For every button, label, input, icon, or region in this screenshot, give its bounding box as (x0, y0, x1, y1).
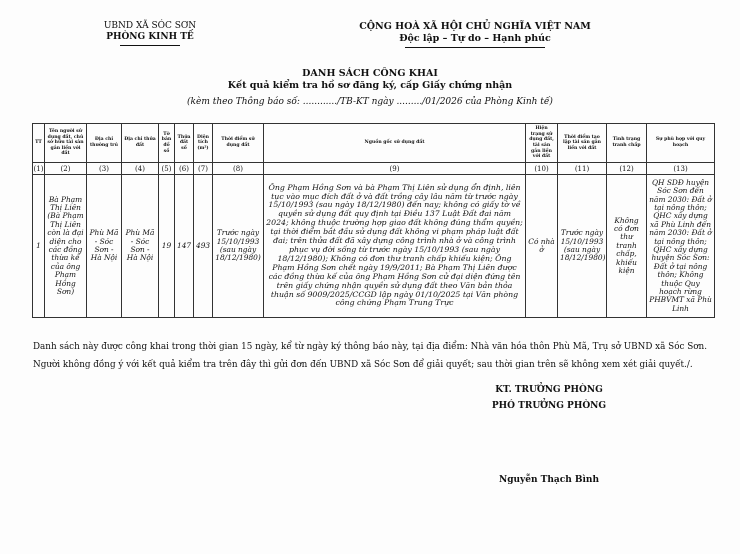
col-number: (13) (647, 163, 715, 175)
signature-title-2: PHÓ TRƯỞNG PHÒNG (491, 401, 607, 411)
table-header-row (33, 124, 715, 163)
col-number: (9) (264, 163, 526, 175)
col-number: (6) (175, 163, 194, 175)
col-number: (5) (159, 163, 175, 175)
document-subtitle: (kèm theo Thông báo số: ............/TB-KT ngày ........./01/2026 của Phòng Kinh tế) (187, 97, 553, 107)
document-title (170, 68, 570, 92)
col-number: (7) (194, 163, 213, 175)
col-number: (4) (122, 163, 159, 175)
col-number: (3) (87, 163, 122, 175)
cell-owner: Bà Phạm Thị Liên (Bà Phạm Thị Liên còn là đại diện cho các đồng thừa kế của ông Phạm Hồng Sơn) (45, 175, 87, 318)
cell-address: Phù Mã - Sóc Sơn - Hà Nội (87, 175, 122, 318)
note-line-1: Danh sách này được công khai trong thời gian 15 ngày, kể từ ngày ký thông báo này, tại địa điểm: Nhà văn hóa thôn Phù Mã, Trụ sở UBND xã Sóc Sơn. (33, 342, 708, 352)
cell-land-address: Phù Mã - Sóc Sơn - Hà Nội (122, 175, 159, 318)
cell-tt: 1 (33, 175, 45, 318)
agency-name: PHÒNG KINH TẾ (106, 32, 194, 42)
col-number: (1) (33, 164, 44, 173)
col-header: Diện tích (m²) (194, 124, 213, 163)
cell-planning: QH SDĐ huyện Sóc Sơn đến năm 2030: Đất ở tại nông thôn; QHC xây dựng xã Phù Linh đến năm 2030: Đất ở tại nông thôn; QHC xây dựng huyện Sóc Sơn: Đất ở tại nông thôn; Không thuộc Quy hoạch rừng PHBVMT xã Phù Linh (647, 175, 715, 318)
col-header: Tờ bản đồ số (159, 124, 175, 163)
results-table (32, 123, 715, 318)
table-row (33, 175, 715, 318)
cell-dispute: Không có đơn thư tranh chấp, khiếu kiện (607, 175, 647, 318)
col-header: Địa chỉ thường trú (87, 124, 122, 163)
agency-underline (120, 45, 180, 46)
col-header: Tình trạng tranh chấp (607, 124, 647, 163)
signature-title-1: KT. TRƯỞNG PHÒNG (495, 385, 603, 395)
col-number: (8) (213, 163, 264, 175)
col-header: Hiện trạng sử dụng đất, tài sản gắn liền với đất (526, 124, 558, 163)
national-header (330, 21, 620, 48)
col-header: TT (33, 124, 45, 163)
cell-use-time: Trước ngày 15/10/1993 (sau ngày 18/12/1980) (213, 175, 264, 318)
col-header: Sự phù hợp với quy hoạch (647, 124, 715, 163)
col-header: Thửa đất số (175, 124, 194, 163)
cell-status: Có nhà ở (526, 175, 558, 318)
col-header: Thời điểm tạo lập tài sản gắn liền với đất (558, 124, 607, 163)
cell-area: 493 (194, 175, 213, 318)
signer-name: Nguyễn Thạch Bình (498, 475, 600, 485)
col-header: Thời điểm sử dụng đất (213, 124, 264, 163)
parent-agency: UBND XÃ SÓC SƠN (103, 21, 197, 31)
cell-map-sheet: 19 (159, 175, 175, 318)
agency-header (85, 21, 215, 46)
col-header: Nguồn gốc sử dụng đất (264, 124, 526, 163)
col-number: (10) (526, 163, 558, 175)
title-line-1: DANH SÁCH CÔNG KHAI (302, 68, 438, 79)
national-motto: Độc lập – Tự do – Hạnh phúc (399, 33, 551, 44)
col-header: Địa chỉ thửa đất (122, 124, 159, 163)
note-line-2: Người không đồng ý với kết quả kiểm tra trên đây thì gửi đơn đến UBND xã Sóc Sơn để giải quyết; sau thời gian trên sẽ không xem xét giải quyết./. (33, 360, 693, 370)
column-number-row (33, 163, 715, 175)
col-number: (11) (558, 163, 607, 175)
col-number: (2) (45, 163, 87, 175)
col-header: Tên người sử dụng đất, chủ sở hữu tài sản gắn liền với đất (45, 124, 87, 163)
cell-parcel: 147 (175, 175, 194, 318)
motto-underline (405, 47, 545, 48)
col-number: (12) (607, 163, 647, 175)
cell-asset-time: Trước ngày 15/10/1993 (sau ngày 18/12/1980) (558, 175, 607, 318)
title-line-2: Kết quả kiểm tra hồ sơ đăng ký, cấp Giấy chứng nhận (227, 80, 513, 91)
cell-origin: Ông Phạm Hồng Sơn và bà Phạm Thị Liên sử dụng ổn định, liên tục vào mục đích đất ở và đất trồng cây lâu năm từ trước ngày 15/10/1993 (sau ngày 18/12/1980) đến nay; không có giấy tờ về quyền sử dụng đất quy định tại Điều 137 Luật Đất đai năm 2024; không thuộc trường hợp giao đất không đúng thẩm quyền; tại thời điểm bắt đầu sử dụng đất không vi phạm pháp luật đất đai; trên thửa đất đã xây dựng công trình nhà ở và công trình phục vụ đời sống từ trước ngày 15/10/1993 (sau ngày 18/12/1980); Không có đơn thư tranh chấp khiếu kiện; Ông Phạm Hồng Sơn chết ngày 19/9/2011; Bà Phạm Thị Liên được các đồng thừa kế của ông Phạm Hồng Sơn cử đại diện đứng tên trên giấy chứng nhận quyền sử dụng đất theo Văn bản thỏa thuận số 9009/2025/CCGD lập ngày 01/10/2025 tại Văn phòng công chứng Phạm Trung Trực (264, 175, 526, 318)
nation-name: CỘNG HOÀ XÃ HỘI CHỦ NGHĨA VIỆT NAM (359, 21, 591, 32)
